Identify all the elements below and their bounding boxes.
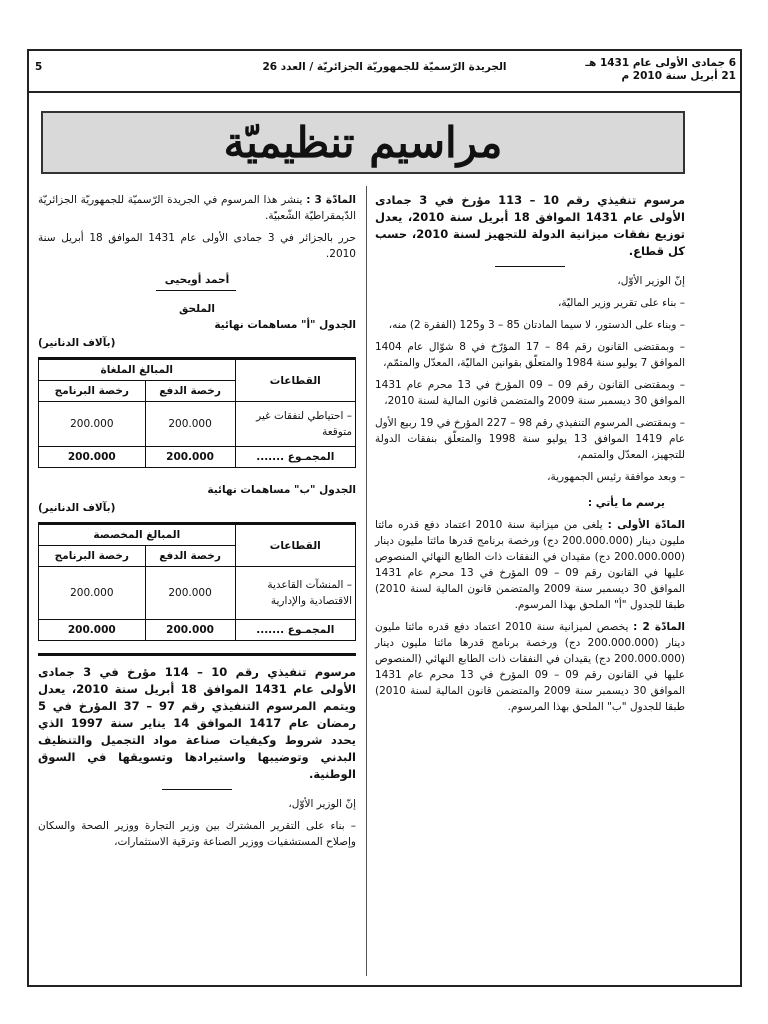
visa-5: – وبمقتضى المرسوم التنفيذي رقم 98 – 227 المؤرخ في 19 ربيع الأول عام 1419 الموافق 13 يوليو سنة 1998 والمتعلّق بنفقات الدولة للتجهيز، المعدّل والمتمم، bbox=[375, 417, 686, 461]
signature-rule bbox=[156, 290, 236, 291]
table-b bbox=[38, 522, 356, 641]
table-a-total-payment: 200.000 bbox=[145, 447, 235, 468]
table-total-row bbox=[39, 620, 356, 641]
article-1-label: المادّة الأولى : bbox=[607, 519, 685, 531]
table-row bbox=[39, 567, 356, 620]
table-total-row bbox=[39, 447, 356, 468]
table-b-unit: (بآلاف الدنانير) bbox=[38, 502, 116, 514]
article-3 bbox=[38, 192, 356, 224]
table-b-total-program: 200.000 bbox=[39, 620, 146, 641]
article-2 bbox=[375, 619, 685, 715]
table-a-sector-header: القطاعات bbox=[235, 359, 355, 402]
article-2-label: المادّة 2 : bbox=[633, 621, 686, 633]
table-a-col-program: رخصة البرنامج bbox=[39, 381, 146, 402]
intro-2: إنّ الوزير الأوّل، bbox=[288, 798, 356, 810]
table-a bbox=[38, 357, 356, 468]
intro: إنّ الوزير الأوّل، bbox=[617, 275, 685, 287]
article-3-text: ينشر هذا المرسوم في الجريدة الرّسميّة للجمهوريّة الجزائريّة الدّيمقراطيّة الشّعبيّة. bbox=[38, 194, 356, 222]
table-a-col-payment: رخصة الدفع bbox=[145, 381, 235, 402]
table-b-total-label: المجمـوع ....... bbox=[235, 620, 355, 641]
table-a-row-payment: 200.000 bbox=[145, 402, 235, 447]
table-b-row-payment: 200.000 bbox=[145, 567, 235, 620]
table-a-total-program: 200.000 bbox=[39, 447, 146, 468]
title-rule bbox=[495, 266, 565, 267]
decrees-line: يرسم ما يأتي : bbox=[587, 497, 665, 509]
table-a-title: الجدول "أ" مساهمات نهائية bbox=[214, 319, 356, 331]
table-b-sector-header: القطاعات bbox=[235, 524, 355, 567]
table-b-total-payment: 200.000 bbox=[145, 620, 235, 641]
table-a-group-header: المبالغ الملغاة bbox=[39, 359, 236, 381]
table-b-row-program: 200.000 bbox=[39, 567, 146, 620]
page-number: 5 bbox=[35, 61, 43, 73]
date-gregorian: 21 أبريل سنة 2010 م bbox=[621, 70, 736, 82]
article-1 bbox=[375, 517, 685, 613]
header-rule bbox=[27, 91, 742, 93]
table-b-row-label: – المنشآت القاعدية الاقتصادية والإدارية bbox=[235, 567, 355, 620]
table-a-row-program: 200.000 bbox=[39, 402, 146, 447]
table-a-row-label: – احتياطي لنفقات غير متوقعة bbox=[235, 402, 355, 447]
table-row bbox=[39, 402, 356, 447]
decree-2-title: مرسوم تنفيذي رقم 10 – 114 مؤرخ في 3 جمادى الأولى عام 1431 الموافق 18 أبريل سنة 2010، يعدل ويتمم المرسوم التنفيذي رقم 97 – 37 المؤرخ في 5 رمضان عام 1417 الموافق 14 يناير سنة 1997 الذي يحدد شروط وكيفيات صناعة مواد التجميل والتنظيف البدني وتوضيبها واستيرادها وتسويقها في السوق الوطنية. bbox=[38, 665, 357, 781]
page-header bbox=[27, 55, 742, 89]
article-3-label: المادّة 3 : bbox=[306, 194, 356, 206]
title-rule bbox=[162, 789, 232, 790]
section-divider bbox=[38, 653, 356, 656]
visa-2-1: – بناء على التقرير المشترك بين وزير التجارة ووزير الصحة والسكان وإصلاح المستشفيات ووزير الصناعة وترقية الاستثمارات، bbox=[38, 820, 356, 848]
visa-1: – بناء على تقرير وزير الماليّة، bbox=[557, 297, 685, 309]
table-b-col-program: رخصة البرنامج bbox=[39, 546, 146, 567]
left-column bbox=[38, 192, 356, 856]
right-column bbox=[375, 192, 685, 721]
decree-1-title: مرسوم تنفيذي رقم 10 – 113 مؤرخ في 3 جمادى الأولى عام 1431 الموافق 18 أبريل سنة 2010، يعدل توزيع نفقات ميزانية الدولة للتجهيز لسنة 2010، حسب كل قطاع. bbox=[375, 193, 685, 258]
annex-label: الملحق bbox=[179, 303, 215, 315]
header-date bbox=[585, 57, 736, 83]
table-b-title: الجدول "ب" مساهمات نهائية bbox=[207, 484, 356, 496]
table-b-col-payment: رخصة الدفع bbox=[145, 546, 235, 567]
visa-4: – وبمقتضى القانون رقم 09 – 09 المؤرخ في 13 محرم عام 1431 الموافق 30 ديسمبر سنة 2009 والمتضمن قانون المالية لسنة 2010، bbox=[375, 379, 685, 407]
visa-2: – وبناء على الدستور، لا سيما المادتان 85 – 3 و125 (الفقرة 2) منه، bbox=[388, 319, 685, 331]
signature: أحمد أويحيى bbox=[164, 274, 230, 286]
journal-title: الجريدة الرّسميّة للجمهوريّة الجزائريّة / العدد 26 bbox=[262, 61, 507, 73]
date-hijri: 6 جمادى الأولى عام 1431 هـ bbox=[585, 57, 736, 69]
table-a-unit: (بآلاف الدنانير) bbox=[38, 337, 116, 349]
done-at: حرر بالجزائر في 3 جمادى الأولى عام 1431 الموافق 18 أبريل سنة 2010. bbox=[38, 232, 356, 260]
table-b-group-header: المبالغ المخصصة bbox=[39, 524, 236, 546]
table-a-total-label: المجمـوع ....... bbox=[235, 447, 355, 468]
visa-6: – وبعد موافقة رئيس الجمهورية، bbox=[547, 471, 685, 483]
column-separator bbox=[366, 186, 367, 976]
visa-3: – وبمقتضى القانون رقم 84 – 17 المؤرّخ في 8 شوّال عام 1404 الموافق 7 يوليو سنة 1984 والمتعلّق بقوانين الماليّة، المعدّل والمتمّم، bbox=[375, 341, 685, 369]
article-1-text: يلغى من ميزانية سنة 2010 اعتماد دفع قدره مائتا مليون دينار (200.000.000 دج) ورخصة برنامج قدرها مائتا مليون دينار (200.000.000 دج) مقيدان في النفقات ذات الطابع النهائي المنصوص عليها في القانون رقم 09 – 09 المؤرخ في 13 محرم عام 1431 الموافق 30 ديسمبر سنة 2009 والمتضمن قانون المالية لسنة 2010) طبقا للجدول "أ" الملحق بهذا المرسوم. bbox=[375, 519, 685, 611]
section-banner: مراسيم تنظيميّة bbox=[41, 111, 685, 174]
article-2-text: يخصص لميزانية سنة 2010 اعتماد دفع قدره مائتا مليون دينار (200.000.000 دج) ورخصة برنامج قدرها مائتا مليون دينار (200.000.000 دج) يقيدان في النفقات ذات الطابع النهائي (المنصوص عليها في القانون رقم 09 – 09 المؤرخ في 13 محرم عام 1431 الموافق 30 ديسمبر سنة 2009 والمتضمن قانون المالية لسنة 2010) طبقا للجدول "ب" الملحق بهذا المرسوم. bbox=[375, 621, 685, 713]
